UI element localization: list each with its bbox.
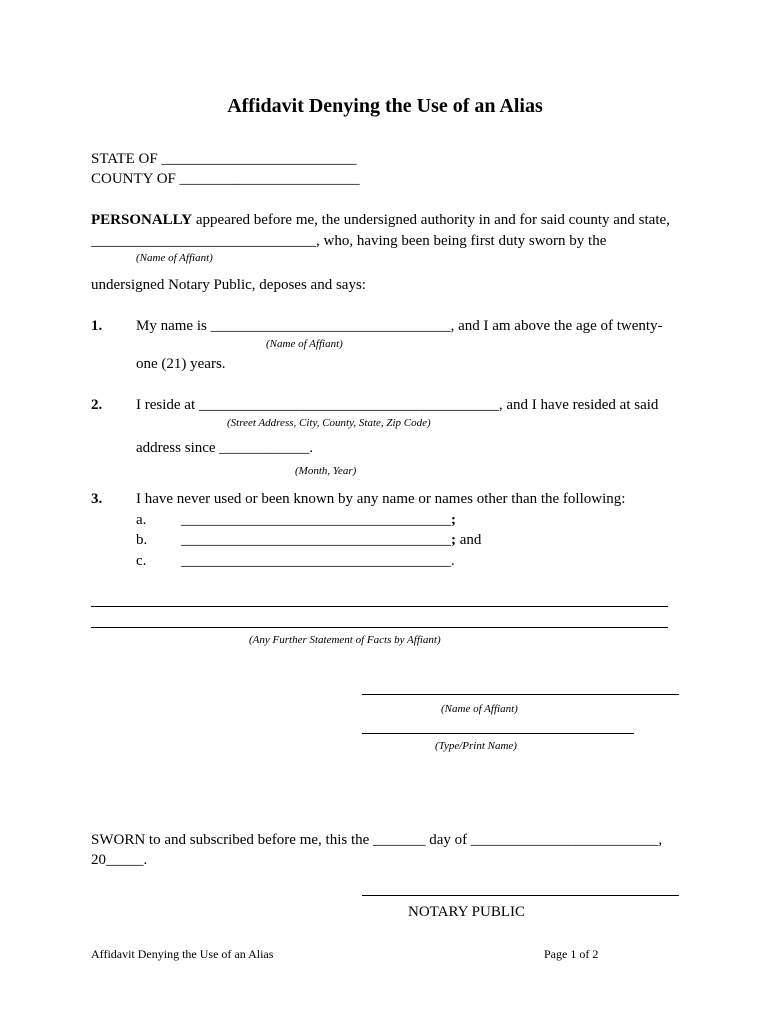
item-2-caption: (Street Address, City, County, State, Zip Code) (227, 417, 431, 429)
page-number: Page 1 of 2 (544, 947, 599, 961)
item-1-caption: (Name of Affiant) (266, 338, 343, 350)
sworn-line-1: SWORN to and subscribed before me, this the _______ day of _________________________, (91, 832, 663, 848)
document-title: Affidavit Denying the Use of an Alias (227, 95, 543, 117)
intro-line-1-text: appeared before me, the undersigned authority in and for said county and state, (192, 212, 670, 228)
affiant-signature-caption: (Name of Affiant) (441, 703, 518, 715)
statement-line-2 (91, 627, 668, 628)
statement-caption: (Any Further Statement of Facts by Affiant) (249, 634, 441, 646)
footer-title: Affidavit Denying the Use of an Alias (91, 947, 274, 961)
notary-signature-line (362, 895, 679, 896)
item-2-date-caption: (Month, Year) (295, 465, 357, 477)
item-3-text: I have never used or been known by any name or names other than the following: (136, 491, 626, 507)
county-of-line: COUNTY OF ________________________ (91, 171, 360, 187)
intro-line-3: undersigned Notary Public, deposes and says: (91, 277, 366, 293)
alias-c-label: c. (136, 553, 147, 569)
item-1-continuation: one (21) years. (136, 356, 226, 372)
item-2-continuation: address since ____________. (136, 440, 314, 456)
statement-line-1 (91, 606, 668, 607)
item-1-text: My name is ________________________________, and I am above the age of twenty- (136, 318, 663, 334)
alias-b-label: b. (136, 532, 148, 548)
alias-c-line: ____________________________________. (181, 553, 455, 569)
alias-a-line (181, 511, 456, 529)
alias-b-and: and (456, 532, 482, 548)
state-of-line: STATE OF __________________________ (91, 151, 357, 167)
affiant-signature-line (362, 694, 679, 695)
alias-a-semicolon: ; (451, 512, 456, 528)
item-3-number: 3. (91, 491, 103, 507)
item-2-number: 2. (91, 397, 103, 413)
print-name-caption: (Type/Print Name) (435, 740, 517, 752)
affiant-name-caption: (Name of Affiant) (136, 252, 213, 264)
personally-bold: PERSONALLY (91, 212, 193, 228)
notary-public-label: NOTARY PUBLIC (408, 904, 526, 920)
alias-b-line (181, 531, 481, 549)
alias-b-semicolon: ; (451, 532, 456, 548)
sworn-line-2: 20_____. (91, 852, 148, 868)
item-2-text: I reside at ________________________________________, and I have resided at said (136, 397, 659, 413)
alias-b-blank: ____________________________________ (181, 532, 451, 548)
print-name-line (362, 733, 634, 734)
intro-line-2: ______________________________, who, having been being first duty sworn by the (91, 233, 607, 249)
intro-line-1 (91, 211, 670, 229)
alias-a-blank: ____________________________________ (181, 512, 451, 528)
alias-a-label: a. (136, 512, 147, 528)
item-1-number: 1. (91, 318, 103, 334)
